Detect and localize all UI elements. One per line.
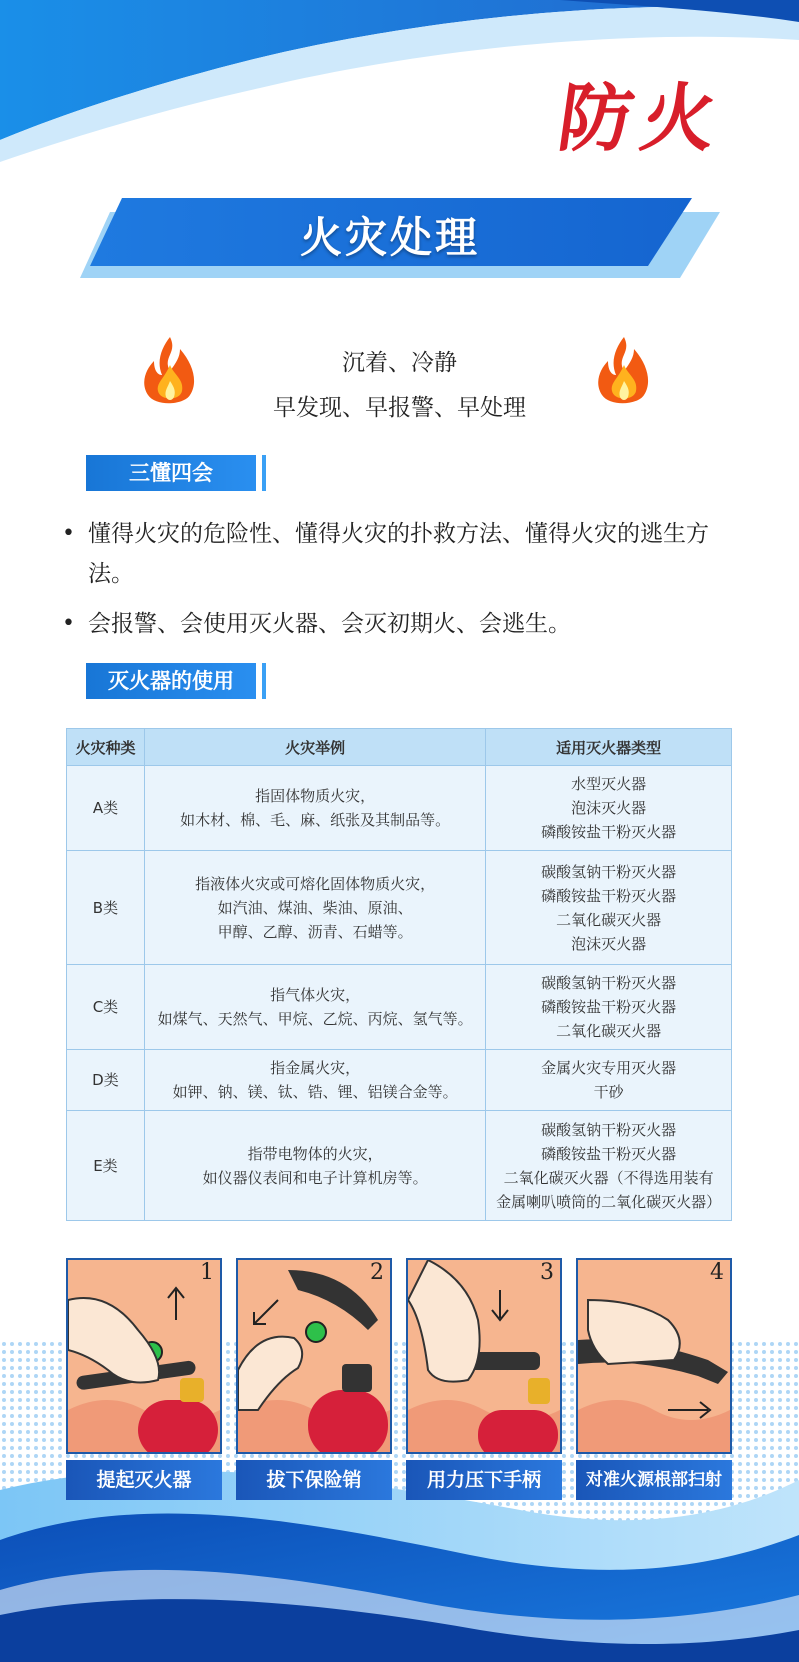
step-caption-1: 提起灭火器 [66,1460,222,1500]
cell-type: C类 [67,965,145,1050]
header-fire-example: 火灾举例 [144,729,485,766]
header-extinguisher-type: 适用灭火器类型 [486,729,732,766]
step-panel-3 [406,1258,562,1454]
bullet-text: 会报警、会使用灭火器、会灭初期火、会逃生。 [88,611,571,637]
section-label-three-four: 三懂四会 [86,455,256,491]
cell-example: 指气体火灾， 如煤气、天然气、甲烷、乙烷、丙烷、氢气等。 [144,965,485,1050]
cell-extinguisher: 金属火灾专用灭火器 干砂 [486,1050,732,1111]
cell-type: D类 [67,1050,145,1111]
table-row [67,965,732,1050]
table-row [67,1111,732,1221]
cell-example: 指固体物质火灾， 如木材、棉、毛、麻、纸张及其制品等。 [144,766,485,851]
motto-line-2: 早发现、早报警、早处理 [273,395,526,421]
bullet-item [60,604,750,644]
table-row [67,1050,732,1111]
bullet-dot-icon: • [62,611,75,636]
cell-type: E类 [67,1111,145,1221]
header-fire-type: 火灾种类 [67,729,145,766]
press-handle-illustration [408,1260,560,1452]
motto-line-1: 沉着、冷静 [342,350,457,376]
step-caption-3: 用力压下手柄 [406,1460,562,1500]
step-panel-2 [236,1258,392,1454]
bullet-text: 懂得火灾的危险性、懂得火灾的扑救方法、懂得火灾的逃生方法。 [88,521,709,587]
section-label-extinguisher: 灭火器的使用 [86,663,256,699]
step-number: 3 [540,1260,554,1285]
step-caption-4: 对准火源根部扫射 [576,1460,732,1500]
table-row [67,851,732,965]
cell-type: A类 [67,766,145,851]
step-caption-2: 拔下保险销 [236,1460,392,1500]
cell-example: 指液体火灾或可熔化固体物质火灾， 如汽油、煤油、柴油、原油、 甲醇、乙醇、沥青、石蜡等。 [144,851,485,965]
step-panel-4 [576,1258,732,1454]
cell-extinguisher: 碳酸氢钠干粉灭火器 磷酸铵盐干粉灭火器 二氧化碳灭火器 泡沫灭火器 [486,851,732,965]
cell-extinguisher: 碳酸氢钠干粉灭火器 磷酸铵盐干粉灭火器 二氧化碳灭火器 [486,965,732,1050]
step-panel-1 [66,1258,222,1454]
bullet-item [60,514,750,594]
pull-pin-illustration [238,1260,390,1452]
step-number: 4 [710,1260,724,1285]
cell-example: 指金属火灾， 如钾、钠、镁、钛、锆、锂、铝镁合金等。 [144,1050,485,1111]
table-row [67,766,732,851]
step-number: 1 [200,1260,214,1285]
aim-sweep-illustration [578,1260,730,1452]
cell-type: B类 [67,851,145,965]
cell-extinguisher: 碳酸氢钠干粉灭火器 磷酸铵盐干粉灭火器 二氧化碳灭火器（不得选用装有 金属喇叭喷筒的二氧化碳灭火器） [486,1111,732,1221]
page-title: 火灾处理 [299,213,480,262]
bullet-dot-icon: • [62,521,75,546]
fire-class-table [66,728,732,1221]
calligraphy-title: 防火 [553,76,730,162]
table-header-row [67,729,732,766]
cell-example: 指带电物体的火灾， 如仪器仪表间和电子计算机房等。 [144,1111,485,1221]
step-number: 2 [370,1260,384,1285]
lift-extinguisher-illustration [68,1260,220,1452]
cell-extinguisher: 水型灭火器 泡沫灭火器 磷酸铵盐干粉灭火器 [486,766,732,851]
